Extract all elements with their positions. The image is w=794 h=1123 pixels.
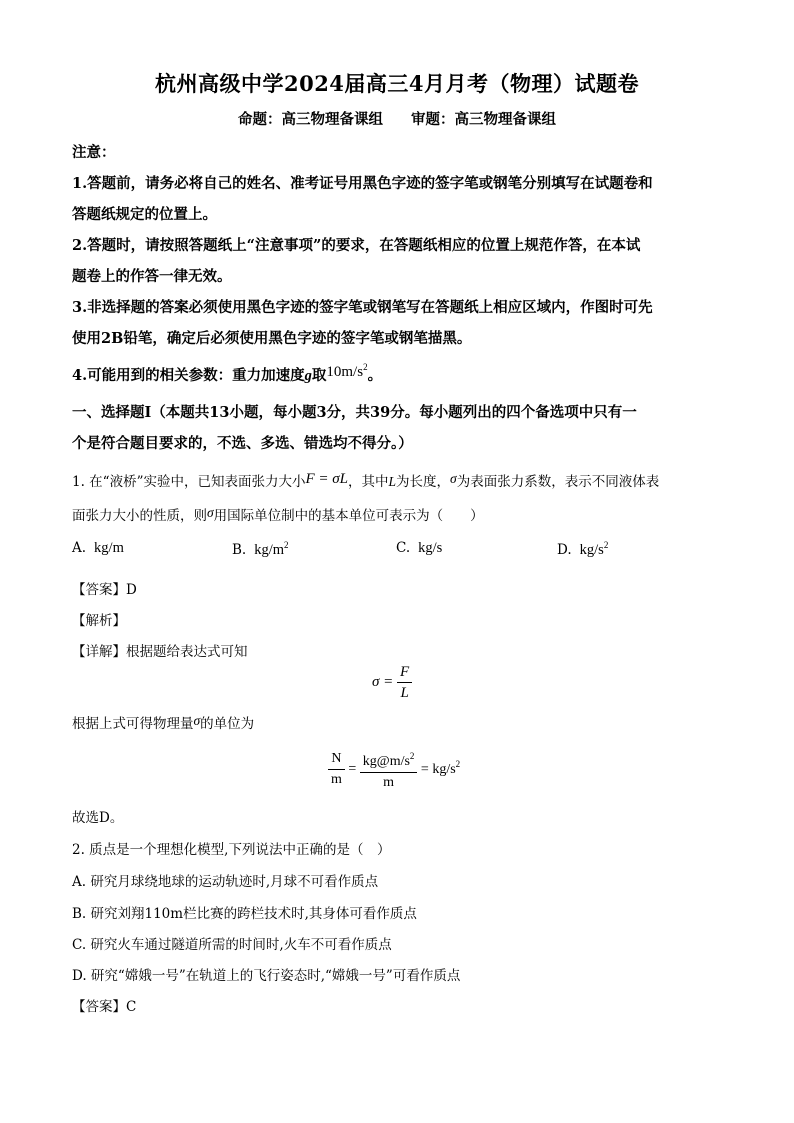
- q2-option-b: B. 研究刘翔110m栏比赛的跨栏技术时,其身体可看作质点: [72, 906, 417, 922]
- notice-item-2-line-2: 题卷上的作答一律无效。: [72, 268, 232, 285]
- g-value: $10m/s^2$: [326, 362, 368, 380]
- author-line: [0, 108, 794, 129]
- reviewer-label: 审题：高三物理备课组: [411, 111, 556, 128]
- q1-option-b: B. $kg/m^2$: [232, 540, 289, 558]
- q1-answer: 【答案】D: [72, 582, 137, 598]
- author-label: 命题：高三物理备课组: [238, 111, 383, 128]
- q1-option-a: A. kg/m: [72, 540, 124, 556]
- notice-item-1-line-1: 1.答题前，请务必将自己的姓名、准考证号用黑色字迹的签字笔或钢笔分别填写在试题卷和: [72, 175, 653, 192]
- q2-option-a: A. 研究月球绕地球的运动轨迹时,月球不可看作质点: [72, 874, 379, 890]
- q1-between-text: 根据上式可得物理量σ的单位为: [72, 713, 255, 732]
- section-1-heading-line-2: 个是符合题目要求的，不选、多选、错选均不得分。）: [72, 435, 413, 452]
- q1-option-c: C. kg/s: [396, 540, 443, 556]
- q1-stem-line-2: 面张力大小的性质，则σ用国际单位制中的基本单位可表示为（ ）: [72, 505, 484, 524]
- notice-item-2-line-1: 2.答题时，请按照答题纸上“注意事项”的要求，在答题纸相应的位置上规范作答，在本试: [72, 237, 641, 254]
- q1-stem-line-1: 1. 在“液桥”实验中，已知表面张力大小F = σL，其中L为长度，σ为表面张力系数，表示不同液体表: [72, 471, 660, 490]
- page-title: 杭州高级中学2024届高三4月月考（物理）试题卷: [154, 71, 640, 96]
- notice-item-3-line-1: 3.非选择题的答案必须使用黑色字迹的签字笔或钢笔写在答题纸上相应区域内，作图时可先: [72, 299, 653, 316]
- g-symbol: g: [304, 368, 312, 384]
- q1-formula-sigma: σ = $\frac{F}{L}$: [372, 662, 412, 703]
- notice-item-3-line-2: 使用2B铅笔，确定后必须使用黑色字迹的签字笔或钢笔描黑。: [72, 330, 472, 347]
- q1-formula: F = σL: [305, 471, 349, 487]
- q2-option-d: D. 研究“嫦娥一号”在轨道上的飞行姿态时,“嫦娥一号”可看作质点: [72, 968, 461, 984]
- notice-item-1-line-2: 答题纸规定的位置上。: [72, 206, 217, 223]
- q1-option-d: D. $kg/s^2$: [557, 540, 609, 558]
- q1-detail: 【详解】根据题给表达式可知: [72, 644, 248, 660]
- section-1-heading-line-1: 一、选择题Ⅰ（本题共13小题，每小题3分，共39分。每小题列出的四个备选项中只有一: [72, 404, 637, 421]
- q2-stem: 2. 质点是一个理想化模型,下列说法中正确的是（ ）: [72, 842, 391, 858]
- notice-item-4: 4.可能用到的相关参数：重力加速度g取$10m/s^2$。: [72, 362, 383, 384]
- q1-analysis-tag: 【解析】: [72, 613, 126, 629]
- notice-heading: 注意：: [72, 144, 116, 161]
- q2-answer: 【答案】C: [72, 999, 137, 1015]
- q1-unit-formula: $\frac{N}{m}$ = $\frac{kg@m/s^2}{m}$ = $kg/s^2$: [328, 746, 460, 793]
- q1-conclusion: 故选D。: [72, 810, 124, 826]
- q2-option-c: C. 研究火车通过隧道所需的时间时,火车不可看作质点: [72, 937, 392, 953]
